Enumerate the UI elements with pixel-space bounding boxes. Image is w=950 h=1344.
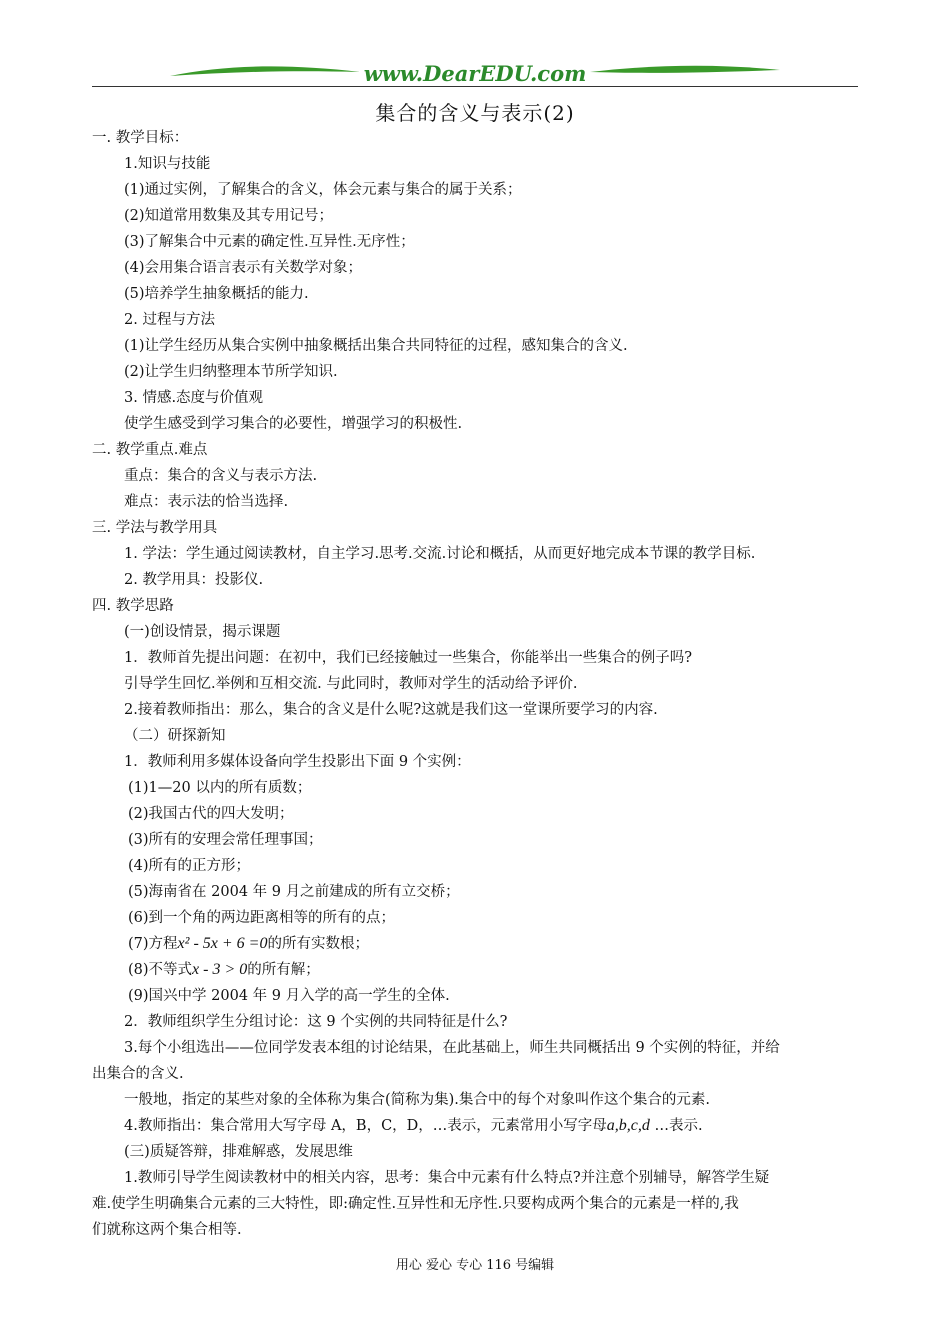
- section-heading-1: 一. 教学目标：: [92, 130, 189, 146]
- example-item: (2)我国古代的四大发明；: [128, 806, 294, 822]
- logo-text: www.DearEDU.com: [363, 61, 587, 86]
- list-item: (1)通过实例，了解集合的含义，体会元素与集合的属于关系；: [124, 182, 522, 198]
- example-item: [128, 934, 369, 954]
- section-heading-4: 四. 教学思路: [92, 598, 174, 614]
- subsection-1-2: 2. 过程与方法: [124, 312, 215, 328]
- subsection-4-3: (三)质疑答辩，排难解惑，发展思维: [124, 1144, 353, 1160]
- site-logo: [170, 60, 780, 88]
- paragraph: [124, 1116, 703, 1136]
- page-footer: 用心 爱心 专心 116 号编辑: [395, 1258, 555, 1273]
- example-item: (9)国兴中学 2004 年 9 月入学的高一学生的全体.: [128, 988, 450, 1004]
- paragraph: 1．教师首先提出问题：在初中，我们已经接触过一些集合，你能举出一些集合的例子吗?: [124, 650, 692, 666]
- example-item: (4)所有的正方形；: [128, 858, 251, 874]
- paragraph-text: 4.教师指出：集合常用大写字母 A，B，C，D，…表示，元素常用小写字母: [124, 1118, 607, 1134]
- example-text: (7)方程: [128, 936, 178, 952]
- paragraph: 1．教师利用多媒体设备向学生投影出下面 9 个实例：: [124, 754, 471, 770]
- example-item: [128, 960, 320, 980]
- document-title: 集合的含义与表示(2): [375, 101, 575, 125]
- example-text: 的所有实数根；: [267, 936, 369, 952]
- paragraph: 1. 学法：学生通过阅读教材，自主学习.思考.交流.讨论和概括，从而更好地完成本节课的教学目标.: [124, 546, 756, 562]
- list-item: (2)让学生归纳整理本节所学知识.: [124, 364, 338, 380]
- paragraph-continuation: 难.使学生明确集合元素的三大特性，即:确定性.互异性和无序性.只要构成两个集合的元素是一样的,我: [92, 1196, 739, 1212]
- paragraph-continuation: 出集合的含义.: [92, 1066, 184, 1082]
- element-letters: a,b,c,d: [606, 1117, 650, 1134]
- section-heading-3: 三. 学法与教学用具: [92, 520, 218, 536]
- example-text: 的所有解；: [247, 962, 320, 978]
- subsection-1-3: 3. 情感.态度与价值观: [124, 390, 264, 406]
- example-item: (3)所有的安理会常任理事国；: [128, 832, 323, 848]
- paragraph-continuation: 们就称这两个集合相等.: [92, 1222, 242, 1238]
- paragraph: 难点：表示法的恰当选择.: [124, 494, 289, 510]
- example-item: (6)到一个角的两边距离相等的所有的点；: [128, 910, 396, 926]
- list-item: (3)了解集合中元素的确定性.互异性.无序性；: [124, 234, 415, 250]
- list-item: (1)让学生经历从集合实例中抽象概括出集合共同特征的过程，感知集合的含义.: [124, 338, 628, 354]
- logo-left-swoosh: [170, 66, 360, 76]
- subsection-4-1: (一)创设情景，揭示课题: [124, 624, 281, 640]
- paragraph: 3.每个小组选出——位同学发表本组的讨论结果，在此基础上，师生共同概括出 9 个实例的特征，并给: [124, 1040, 780, 1056]
- subsection-1-1: 1.知识与技能: [124, 156, 211, 172]
- equation: x² - 5x + 6 =0: [177, 935, 268, 952]
- paragraph: 1.教师引导学生阅读教材中的相关内容，思考：集合中元素有什么特点?并注意个别辅导，解答学生疑: [124, 1170, 770, 1186]
- paragraph: 2.接着教师指出：那么，集合的含义是什么呢?这就是我们这一堂课所要学习的内容.: [124, 702, 658, 718]
- paragraph: 引导学生回忆.举例和互相交流. 与此同时，教师对学生的活动给予评价.: [124, 676, 578, 692]
- paragraph: 2. 教学用具：投影仪.: [124, 572, 264, 588]
- example-text: (8)不等式: [128, 962, 193, 978]
- list-item: (4)会用集合语言表示有关数学对象；: [124, 260, 363, 276]
- paragraph-text: …表示.: [649, 1118, 703, 1134]
- paragraph: 一般地，指定的某些对象的全体称为集合(简称为集).集合中的每个对象叫作这个集合的元素.: [124, 1092, 711, 1108]
- subsection-4-2: （二）研探新知: [124, 728, 226, 744]
- section-heading-2: 二. 教学重点.难点: [92, 442, 208, 458]
- list-item: (5)培养学生抽象概括的能力.: [124, 286, 309, 302]
- inequality: x - 3 > 0: [192, 961, 248, 978]
- paragraph: 2．教师组织学生分组讨论：这 9 个实例的共同特征是什么?: [124, 1014, 508, 1030]
- list-item: (2)知道常用数集及其专用记号；: [124, 208, 334, 224]
- example-item: (5)海南省在 2004 年 9 月之前建成的所有立交桥；: [128, 884, 460, 900]
- paragraph: 使学生感受到学习集合的必要性，增强学习的积极性.: [124, 416, 463, 432]
- header-rule: [92, 86, 858, 87]
- example-item: (1)1—20 以内的所有质数；: [128, 780, 312, 796]
- logo-right-swoosh: [590, 66, 780, 73]
- paragraph: 重点：集合的含义与表示方法.: [124, 468, 318, 484]
